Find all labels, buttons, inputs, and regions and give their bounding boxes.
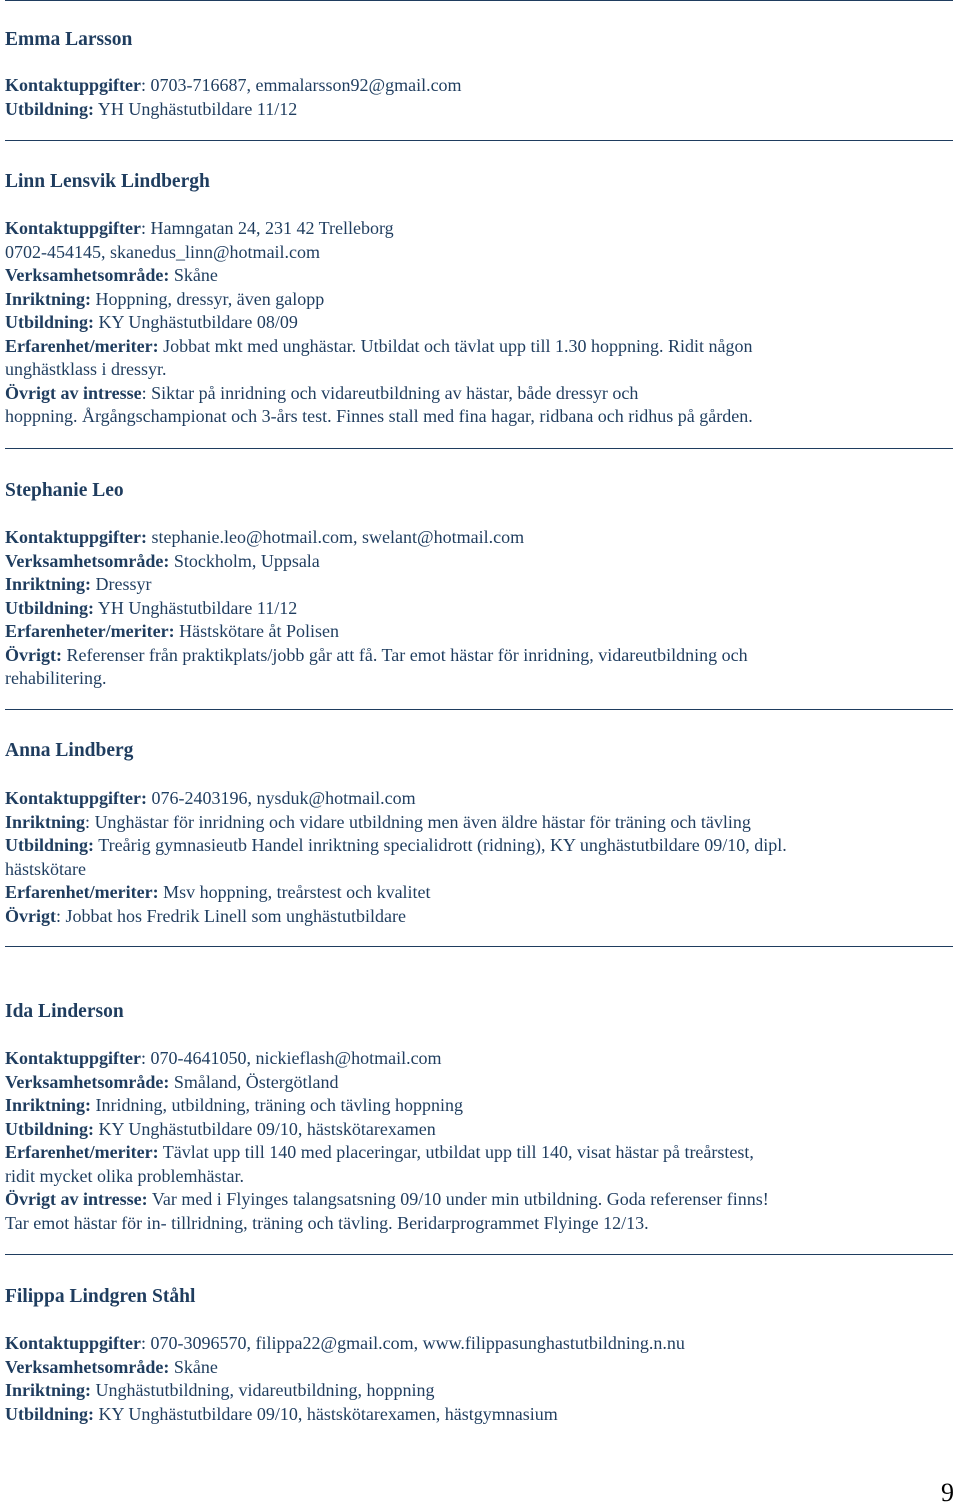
entry-name: Emma Larsson [5,29,133,50]
field-label: Verksamhetsområde: [5,1071,170,1092]
field-label: Inriktning: [5,1380,92,1400]
entry-details [5,74,953,121]
field-separator: : [141,1333,151,1353]
field-label: Erfarenhet/meriter: [5,335,159,356]
entry-details [5,1047,953,1235]
field-label: Övrigt: [5,644,62,665]
field-value: Unghästar för inridning och vidare utbildning men även äldre hästar för träning och tävling [94,811,751,832]
field-label: Inriktning: [5,1095,92,1115]
field-label: Erfarenhet/meriter: [5,1142,159,1162]
field-separator: : [141,1048,151,1068]
field-value: stephanie.leo@hotmail.com, swelant@hotmail.com [151,527,525,547]
entry-details [5,217,953,429]
field-label: Kontaktuppgifter [5,75,142,95]
detail-line [5,787,953,811]
entry-name: Ida Linderson [5,1001,124,1022]
detail-line [5,550,953,574]
field-label: Utbildning: [5,835,95,855]
field-label: Övrigt [5,905,56,926]
field-value: 0702-454145, skanedus_linn@hotmail.com [5,241,321,262]
detail-line [5,667,953,691]
field-label: Utbildning: [5,1403,95,1424]
detail-line [5,1356,953,1380]
detail-line [5,311,953,335]
detail-line [5,335,953,359]
field-label: Kontaktuppgifter [5,1048,142,1068]
field-value: Skåne [173,1356,218,1377]
field-separator: : [141,218,151,238]
field-value: unghästklass i dressyr. [5,359,167,379]
detail-line [5,597,953,621]
field-value: Hoppning, dressyr, även galopp [95,288,325,309]
detail-line [5,811,953,835]
field-value: Skåne [173,265,218,285]
field-separator: : [141,75,151,95]
entry-name: Filippa Lindgren Ståhl [5,1286,196,1307]
field-label: Kontaktuppgifter [5,1333,142,1353]
detail-line [5,1047,953,1071]
detail-line [5,905,953,929]
field-value: Dressyr [95,574,152,594]
detail-line [5,1118,953,1142]
field-label: Utbildning: [5,98,95,119]
field-value: 0703-716687, emmalarsson92@gmail.com [150,75,462,95]
detail-line [5,241,953,265]
field-value: YH Unghästutbildare 11/12 [97,597,298,618]
entry-name: Anna Lindberg [5,740,134,761]
field-value: 070-3096570, filippa22@gmail.com, www.filippasunghastutbildning.n.nu [150,1333,685,1353]
field-value: Hamngatan 24, 231 42 Trelleborg [150,218,394,238]
detail-line [5,881,953,905]
field-value: rehabilitering. [5,668,107,688]
detail-line [5,1379,953,1403]
section-divider [5,448,953,449]
field-value: Siktar på inridning och vidareutbildning av hästar, både dressyr och [151,382,639,403]
field-label: Erfarenheter/meriter: [5,621,175,641]
field-value: KY Unghästutbildare 09/10, hästskötarexamen [98,1118,436,1139]
detail-line [5,573,953,597]
field-separator: : [56,905,66,926]
field-value: ridit mycket olika problemhästar. [5,1165,244,1186]
detail-line [5,644,953,668]
section-divider [5,946,953,947]
field-value: KY Unghästutbildare 09/10, hästskötarexamen, hästgymnasium [98,1403,558,1424]
field-value: Msv hoppning, treårstest och kvalitet [163,882,431,902]
field-value: Jobbat hos Fredrik Linell som unghästutbildare [65,905,406,926]
field-label: Inriktning [5,811,86,832]
field-label: Verksamhetsområde: [5,1356,170,1377]
field-value: hoppning. Årgångschampionat och 3-års test. Finnes stall med fina hagar, ridbana och ridhus på gården. [5,406,753,426]
field-label: Inriktning: [5,288,92,309]
field-value: Jobbat mkt med unghästar. Utbildat och tävlat upp till 1.30 hoppning. Ridit någon [163,335,753,356]
field-value: Referenser från praktikplats/jobb går att få. Tar emot hästar för inridning, vidareutbildning och [66,644,748,665]
section-divider [5,709,953,710]
detail-line [5,1212,953,1236]
field-label: Utbildning: [5,312,95,332]
field-value: 076-2403196, nysduk@hotmail.com [151,788,416,808]
field-value: Hästskötare åt Polisen [179,621,340,641]
detail-line [5,834,953,858]
detail-line [5,526,953,550]
detail-line [5,1071,953,1095]
field-label: Kontaktuppgifter [5,218,142,238]
detail-line [5,288,953,312]
detail-line [5,382,953,406]
detail-line [5,1165,953,1189]
detail-line [5,405,953,429]
field-value: Treårig gymnasieutb Handel inriktning specialidrott (ridning), KY unghästutbildare 09/10, dipl. [98,835,787,855]
detail-line [5,264,953,288]
detail-line [5,74,953,98]
detail-line [5,620,953,644]
field-label: Övrigt av intresse: [5,1189,148,1209]
detail-line [5,1188,953,1212]
detail-line [5,98,953,122]
field-value: YH Unghästutbildare 11/12 [97,98,298,119]
field-separator: : [85,811,95,832]
field-label: Verksamhetsområde: [5,265,170,285]
field-value: hästskötare [5,858,86,879]
field-value: Stockholm, Uppsala [173,550,320,571]
field-label: Övrigt av intresse [5,382,142,403]
entry-details [5,787,953,928]
field-value: Småland, Östergötland [173,1071,339,1092]
field-label: Kontaktuppgifter: [5,527,148,547]
detail-line [5,217,953,241]
detail-line [5,358,953,382]
field-value: Tävlat upp till 140 med placeringar, utbildat upp till 140, visat hästar på treårstest, [162,1142,754,1162]
field-value: Tar emot hästar för in- tillridning, träning och tävling. Beridarprogrammet Flyinge 12/13. [5,1212,649,1233]
entry-details [5,526,953,691]
field-label: Inriktning: [5,574,92,594]
field-value: Inridning, utbildning, träning och tävling hoppning [95,1095,463,1115]
field-label: Kontaktuppgifter: [5,788,148,808]
detail-line [5,1332,953,1356]
detail-line [5,858,953,882]
section-divider [5,1254,953,1255]
field-separator: : [141,382,152,403]
top-divider [5,0,953,1]
field-label: Utbildning: [5,597,95,618]
field-value: KY Unghästutbildare 08/09 [98,312,298,332]
field-label: Erfarenhet/meriter: [5,882,159,902]
field-label: Utbildning: [5,1118,95,1139]
detail-line [5,1403,953,1427]
entry-details [5,1332,953,1426]
field-value: Var med i Flyinges talangsatsning 09/10 under min utbildning. Goda referenser finns! [151,1189,769,1209]
entry-name: Linn Lensvik Lindbergh [5,171,210,192]
page-number: 9 [941,1478,954,1507]
section-divider [5,140,953,141]
field-label: Verksamhetsområde: [5,550,170,571]
detail-line [5,1141,953,1165]
field-value: Unghästutbildning, vidareutbildning, hoppning [95,1380,435,1400]
detail-line [5,1094,953,1118]
entry-name: Stephanie Leo [5,480,124,501]
field-value: 070-4641050, nickieflash@hotmail.com [150,1048,442,1068]
